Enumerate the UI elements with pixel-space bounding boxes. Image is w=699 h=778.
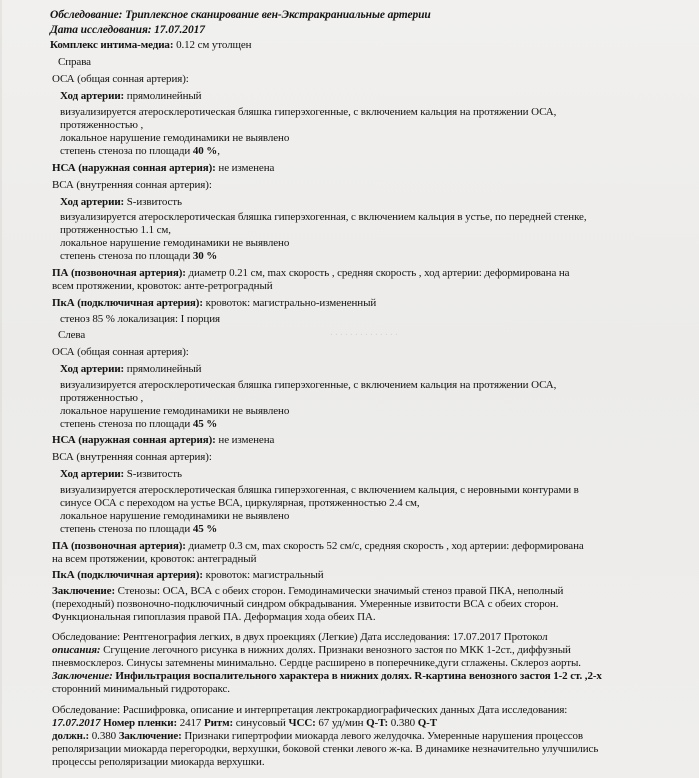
xray-description-2: пневмосклероз. Синусы затемнены минимально. Сердце расширено в поперечнике,дуги сглажены. Склероз аорты. xyxy=(52,657,581,669)
exam-header: Обследование: Триплексное сканирование вен-Экстракраниальные артерии xyxy=(50,9,431,21)
left-oca-title: ОСА (общая сонная артерия): xyxy=(52,346,189,358)
right-oca-title: ОСА (общая сонная артерия): xyxy=(52,73,189,85)
left-bca-title: ВСА (внутренняя сонная артерия): xyxy=(52,451,212,463)
right-oca-course: Ход артерии: прямолинейный xyxy=(60,90,202,102)
left-pa-line-1: ПА (позвоночная артерия): диаметр 0.3 см, max скорость 52 см/с, средняя скорость , ход артерии: деформирована xyxy=(52,540,584,552)
ecg-conclusion-2: реполяризации миокарда перегородки, верхушки, боковой стенки левого ж-ка. В динамике незначительно улучшились xyxy=(52,743,599,755)
left-oca-course: Ход артерии: прямолинейный xyxy=(60,363,202,375)
right-nca-line: НСА (наружная сонная артерия): не изменена xyxy=(52,162,275,174)
right-bca-course: Ход артерии: S-извитость xyxy=(60,196,182,208)
left-nca-line: НСА (наружная сонная артерия): не изменена xyxy=(52,434,275,446)
side-right-label: Справа xyxy=(58,56,91,68)
right-oca-stenosis: степень стеноза по площади 40 %, xyxy=(60,145,220,157)
ecg-conclusion-1: должн.: 0.380 Заключение: Признаки гипертрофии миокарда левого желудочка. Умеренные нарушения процессов xyxy=(52,730,584,742)
show-through-text: · · · · · · · · · · · · · · xyxy=(330,330,398,341)
left-pka-line: ПкА (подключичная артерия): кровоток: магистральный xyxy=(52,569,324,581)
left-oca-hemo: локальное нарушение гемодинамики не выявлено xyxy=(60,405,290,417)
left-pa-line-2: на всем протяжении, кровоток: антеградный xyxy=(52,553,257,565)
right-pa-line-2: всем протяжении, кровоток: анте-ретроградный xyxy=(52,280,273,292)
ecg-params: 17.07.2017 Номер пленки: 2417 Ритм: синусовый ЧСС: 67 уд/мин Q-T: 0.380 Q-T xyxy=(52,717,437,729)
triplex-conclusion-1: Заключение: Стенозы: ОСА, ВСА с обеих сторон. Гемодинамически значимый стеноз правой ПКА, неполный xyxy=(52,585,564,597)
right-pka-stenosis: стеноз 85 % локализация: I порция xyxy=(60,313,220,325)
triplex-conclusion-2: (переходный) позвоночно-подключичный синдром обкрадывания. Умеренные извитости ВСА с обеих сторон. xyxy=(52,598,559,610)
right-bca-stenosis: степень стеноза по площади 30 % xyxy=(60,250,218,262)
left-bca-stenosis: степень стеноза по площади 45 % xyxy=(60,523,218,535)
left-oca-desc-1: визуализируется атеросклеротическая бляшка гиперэхогенные, с включением кальция на протяжении ОСА, xyxy=(60,379,557,391)
left-bca-hemo: локальное нарушение гемодинамики не выявлено xyxy=(60,510,290,522)
right-oca-desc-2: протяженностью , xyxy=(60,119,144,131)
left-oca-desc-2: протяженностью , xyxy=(60,392,144,404)
ecg-header: Обследование: Расшифровка, описание и интерпретация лектрокардиографических данных Дата исследования: xyxy=(52,704,568,716)
paper-edge xyxy=(0,0,2,778)
left-bca-course: Ход артерии: S-извитость xyxy=(60,468,182,480)
xray-conclusion-2: сторонний минимальный гидроторакс. xyxy=(52,683,230,695)
left-oca-stenosis: степень стеноза по площади 45 % xyxy=(60,418,218,430)
right-pka-line: ПкА (подключичная артерия): кровоток: магистрально-измененный xyxy=(52,297,377,309)
right-bca-hemo: локальное нарушение гемодинамики не выявлено xyxy=(60,237,290,249)
triplex-conclusion-3: Функциональная гипоплазия правой ПА. Деформация хода обеих ПА. xyxy=(52,611,376,623)
side-left-label: Слева xyxy=(58,329,86,341)
xray-conclusion-1: Заключение: Инфильтрация воспалительного характера в нижних долях. R-картина венозного застоя 1-2 ст. ,2-х xyxy=(52,670,602,682)
right-bca-desc-2: протяженностью 1.1 см, xyxy=(60,224,171,236)
imt-line: Комплекс интима-медиа: 0.12 см утолщен xyxy=(50,39,252,51)
right-oca-hemo: локальное нарушение гемодинамики не выявлено xyxy=(60,132,290,144)
xray-description-1: описания: Сгущение легочного рисунка в нижних долях. Признаки венозного застоя по МКК 1-2ст., диффузный xyxy=(52,644,571,656)
xray-header: Обследование: Рентгенография легких, в двух проекциях (Легкие) Дата исследования: 17.07.2017 Протокол xyxy=(52,631,548,643)
left-bca-desc-2: синусе ОСА с переходом на устье ВСА, циркулярная, протяженностью 2.4 см, xyxy=(60,497,420,509)
left-bca-desc-1: визуализируется атеросклеротическая бляшка гиперэхогенная, с включением кальция, с неровными контурами в xyxy=(60,484,579,496)
right-oca-desc-1: визуализируется атеросклеротическая бляшка гиперэхогенные, с включением кальция на протяжении ОСА, xyxy=(60,106,557,118)
exam-date: Дата исследования: 17.07.2017 xyxy=(50,24,205,36)
ecg-conclusion-3: процессы реполяризации миокарда верхушки. xyxy=(52,756,265,768)
right-bca-desc-1: визуализируется атеросклеротическая бляшка гиперэхогенная, с включением кальция в устье, по передней стенке, xyxy=(60,211,587,223)
right-bca-title: ВСА (внутренняя сонная артерия): xyxy=(52,179,212,191)
right-pa-line-1: ПА (позвоночная артерия): диаметр 0.21 см, max скорость , средняя скорость , ход артерии: деформирована на xyxy=(52,267,570,279)
